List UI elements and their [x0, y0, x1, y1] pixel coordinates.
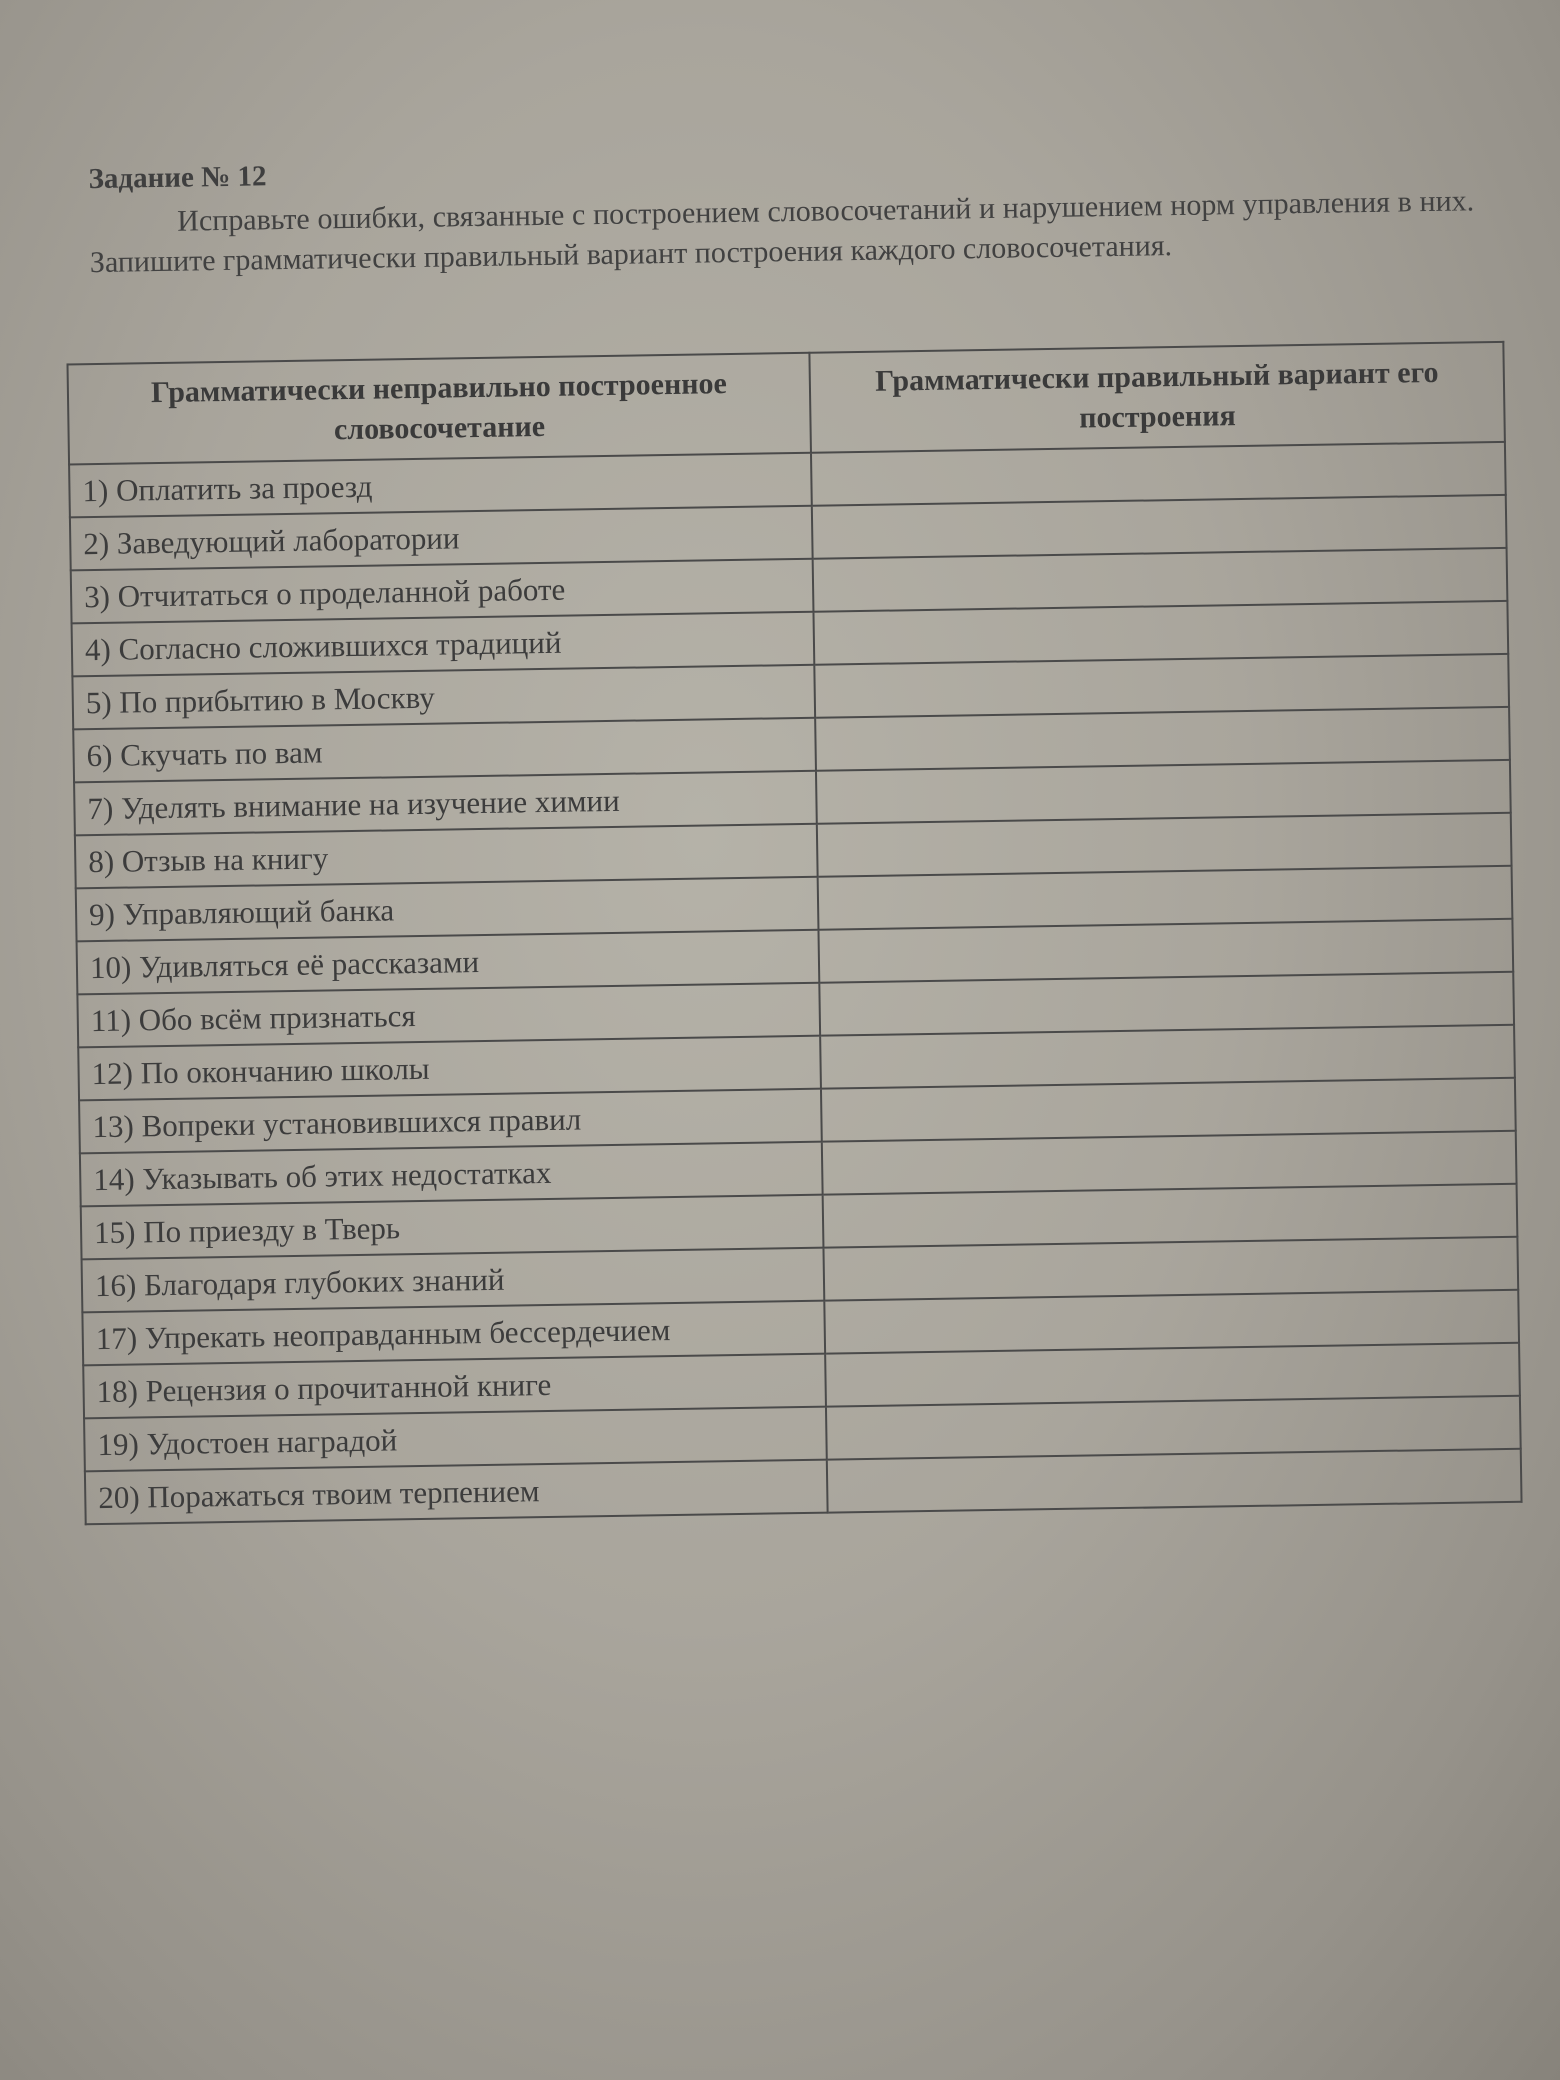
header-wrong-phrase: Грамматически неправильно построенное словосочетание [67, 353, 810, 465]
exercise-table [66, 341, 1522, 1525]
wrong-phrase-cell: 7) Уделять внимание на изучение химии [74, 771, 817, 836]
wrong-phrase-cell: 10) Удивляться её рассказами [77, 930, 820, 995]
wrong-phrase-cell: 18) Рецензия о прочитанной книге [83, 1354, 826, 1419]
task-instructions: Исправьте ошибки, связанные с построением словосочетаний и нарушением норм управления в них. Запишите грамматически правильный вариант построения каждого словосочетания. [89, 184, 1475, 280]
wrong-phrase-cell: 12) По окончанию школы [78, 1036, 821, 1101]
answer-cell[interactable] [827, 1449, 1522, 1513]
wrong-phrase-cell: 5) По прибытию в Москву [72, 665, 815, 730]
wrong-phrase-cell: 13) Вопреки установившихся правил [79, 1089, 822, 1154]
wrong-phrase-cell: 1) Оплатить за проезд [69, 453, 812, 518]
wrong-phrase-cell: 19) Удостоен наградой [84, 1407, 827, 1472]
wrong-phrase-cell: 6) Скучать по вам [73, 718, 816, 783]
wrong-phrase-cell: 20) Поражаться твоим терпением [85, 1460, 828, 1525]
wrong-phrase-cell: 11) Обо всём признаться [77, 983, 820, 1048]
wrong-phrase-cell: 9) Управляющий банка [76, 877, 819, 942]
wrong-phrase-cell: 17) Упрекать неоправданным бессердечием [82, 1301, 825, 1366]
wrong-phrase-cell: 3) Отчитаться о проделанной работе [71, 559, 814, 624]
wrong-phrase-cell: 4) Согласно сложившихся традиций [72, 612, 815, 677]
wrong-phrase-cell: 14) Указывать об этих недостатках [80, 1142, 823, 1207]
table-body [69, 442, 1521, 1524]
wrong-phrase-cell: 15) По приезду в Тверь [81, 1195, 824, 1260]
header-correct-phrase: Грамматически правильный вариант его построения [809, 342, 1504, 453]
wrong-phrase-cell: 16) Благодаря глубоких знаний [82, 1248, 825, 1313]
wrong-phrase-cell: 8) Отзыв на книгу [75, 824, 818, 889]
task-title: Задание № 12 [88, 160, 267, 196]
wrong-phrase-cell: 2) Заведующий лаборатории [70, 506, 813, 571]
